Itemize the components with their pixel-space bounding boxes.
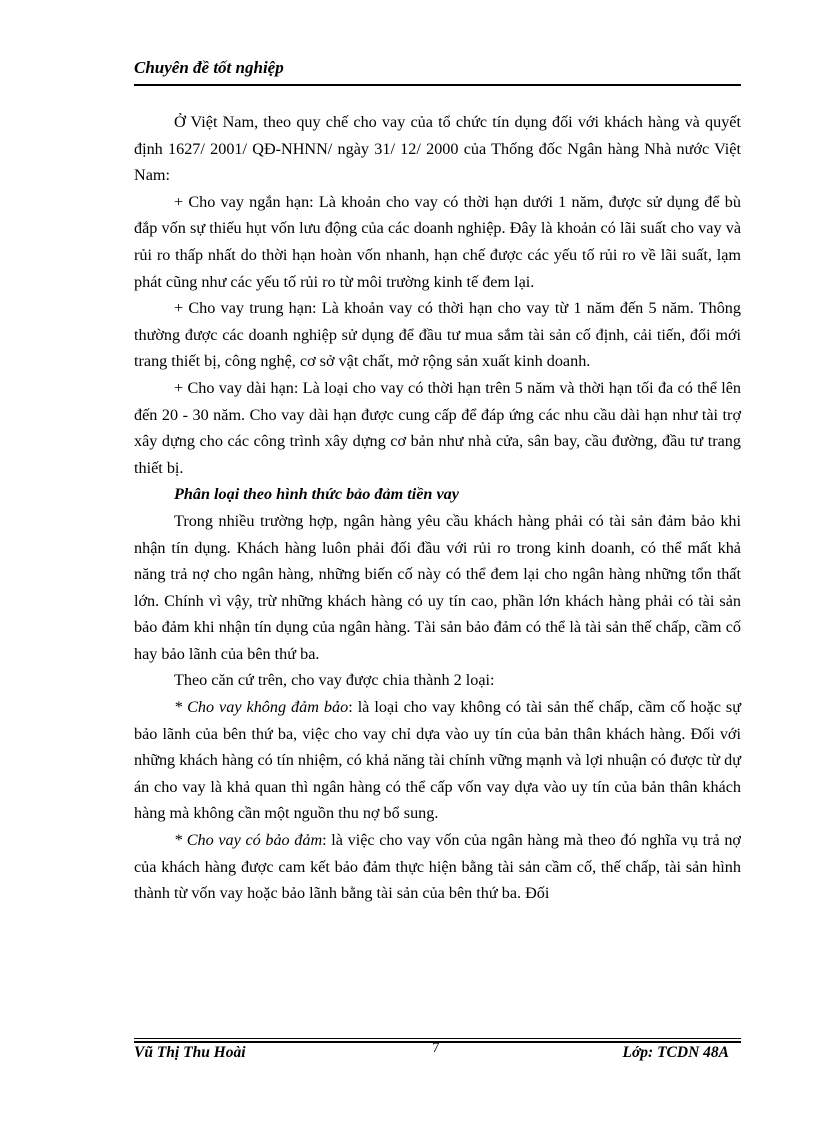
paragraph-medium-term-loan: + Cho vay trung hạn: Là khoản vay có thời hạn cho vay từ 1 năm đến 5 năm. Thông thường được các doanh nghiệp sử dụng để đầu tư mua sắm tài sản cố định, cải tiến, đổi mới trang thiết bị, công nghệ, cơ sở vật chất, mở rộng sản xuất kinh doanh.: [134, 299, 741, 371]
document-body: [134, 109, 741, 907]
paragraph-secured-loan: [134, 827, 741, 907]
paragraph-collateral: Trong nhiều trường hợp, ngân hàng yêu cầu khách hàng phải có tài sản đảm bảo khi nhận tín dụng. Khách hàng luôn phải đối đầu với rủi ro trong kinh doanh, có thể mất khả năng trả nợ cho ngân hàng, những biến cố này có thể đem lại cho ngân hàng những tổn thất lớn. Chính vì vậy, trừ những khách hàng có uy tín cao, phần lớn khách hàng phải có tài sản bảo đảm khi nhận tín dụng của ngân hàng. Tài sản bảo đảm có thể là tài sản thế chấp, cầm cố hay bảo lãnh của bên thứ ba.: [134, 511, 741, 663]
footer-class-label: Lớp: TCDN 48A: [622, 1044, 729, 1061]
unsecured-loan-term: * Cho vay không đảm bảo: [174, 698, 349, 717]
header-divider: [134, 84, 741, 86]
paragraph-unsecured-loan: [134, 694, 741, 827]
page-header-title: Chuyên đề tốt nghiệp: [134, 58, 284, 77]
footer-divider-thin: [134, 1038, 741, 1039]
footer-page-number: 7: [432, 1040, 440, 1056]
secured-loan-term: * Cho vay có bảo đảm: [174, 831, 323, 850]
paragraph-classification: Theo căn cứ trên, cho vay được chia thành 2 loại:: [174, 671, 495, 690]
paragraph-short-term-loan: + Cho vay ngắn hạn: Là khoản cho vay có thời hạn dưới 1 năm, được sử dụng để bù đắp vốn sự thiếu hụt vốn lưu động của các doanh nghiệp. Đây là khoản có lãi suất cho vay và rủi ro thấp nhất do thời hạn hoàn vốn nhanh, hạn chế được các yếu tố rủi ro về lãi suất, lạm phát cũng như các yếu tố rủi ro từ môi trường kinh tế đem lại.: [134, 192, 741, 291]
unsecured-loan-definition: : là loại cho vay không có tài sản thế chấp, cầm cố hoặc sự bảo lãnh của bên thứ ba, việc cho vay chỉ dựa vào uy tín của bản thân khách hàng. Đối với những khách hàng có tín nhiệm, có khả năng tài chính vững mạnh và lợi nhuận có được từ dự án cho vay là khả quan thì ngân hàng có thể cấp vốn vay dựa vào uy tín của bản thân khách hàng mà không cần một nguồn thu nợ bổ sung.: [134, 698, 741, 823]
footer-author: Vũ Thị Thu Hoài: [134, 1044, 246, 1061]
page-footer: [134, 1040, 741, 1066]
section-heading: Phân loại theo hình thức bảo đảm tiền vay: [174, 485, 459, 504]
secured-loan-definition: : là việc cho vay vốn của ngân hàng mà theo đó nghĩa vụ trả nợ của khách hàng được cam kết bảo đảm thực hiện bằng tài sản cầm cố, thế chấp, tài sản hình thành từ vốn vay hoặc bảo lãnh bằng tài sản của bên thứ ba. Đối: [134, 831, 741, 903]
paragraph-long-term-loan: + Cho vay dài hạn: Là loại cho vay có thời hạn trên 5 năm và thời hạn tối đa có thể lên đến 20 - 30 năm. Cho vay dài hạn được cung cấp để đáp ứng các nhu cầu dài hạn như tài trợ xây dựng cho các công trình xây dựng cơ bản như nhà cửa, sân bay, cầu đường, đầu tư trang thiết bị.: [134, 378, 741, 477]
paragraph-regulation: Ở Việt Nam, theo quy chế cho vay của tổ chức tín dụng đối với khách hàng và quyết định 1627/ 2001/ QĐ-NHNN/ ngày 31/ 12/ 2000 của Thống đốc Ngân hàng Nhà nước Việt Nam:: [134, 113, 741, 185]
